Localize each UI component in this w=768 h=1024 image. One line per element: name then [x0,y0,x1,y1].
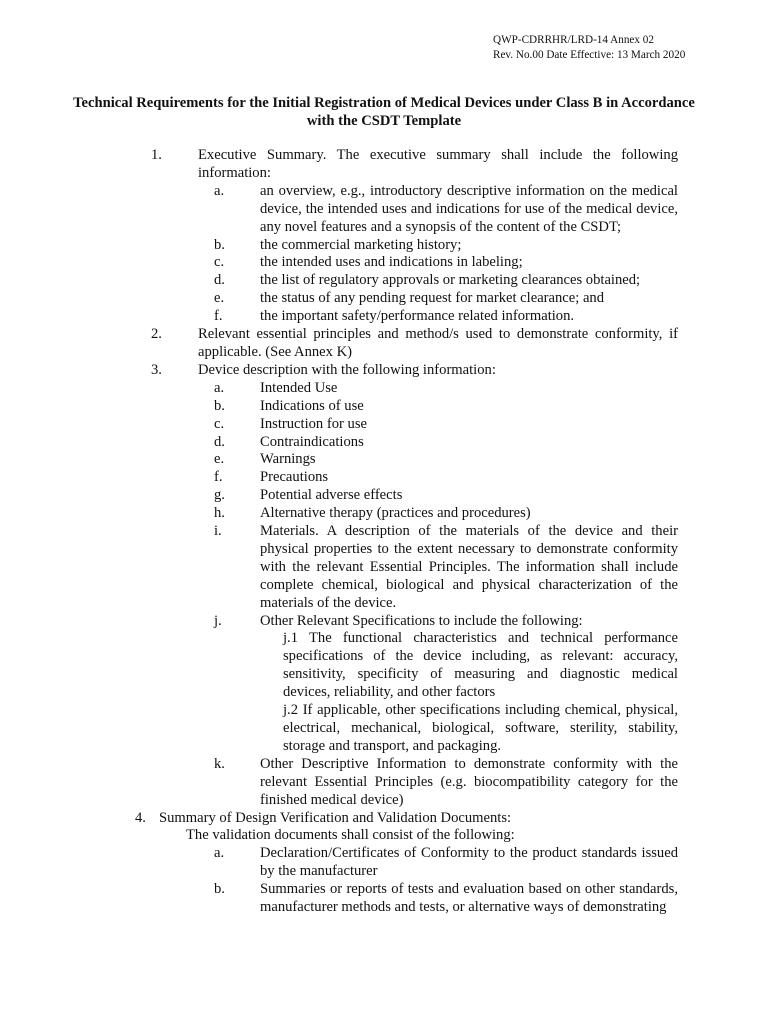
list-item [0,451,768,469]
list-item [0,845,768,881]
item-text: an overview, e.g., introductory descriptive information on the medical device, the intended uses and indications for use of the medical device, any novel features and a synopsis of the content of the CSDT; [260,182,678,235]
list-item [0,272,768,290]
sub-item-text: The functional characteristics and technical performance specifications of the device including, as relevant: accuracy, sensitivity, specificity of measuring and diagnostic medical devices, reliability, and other factors [283,630,678,701]
list-item [0,380,768,398]
item-text: the list of regulatory approvals or marketing clearances obtained; [260,272,641,289]
section-text: Executive Summary. The executive summary shall include the following information: [198,147,678,181]
section-number: 2. [151,326,162,343]
item-text: Indications of use [260,397,364,414]
section-4 [0,810,768,828]
item-text: Contraindications [260,433,364,450]
section-number: 1. [151,147,162,163]
section-1 [0,147,768,183]
item-text: Declaration/Certificates of Conformity to the product standards issued by the manufacturer [260,845,678,880]
list-item [0,308,768,326]
item-label: f. [214,469,223,486]
item-text: Other Relevant Specifications to include the following: [260,612,583,629]
item-label: k. [214,755,225,772]
doc-code: QWP-CDRRHR/LRD-14 Annex 02 [493,34,654,46]
list-item [0,183,768,237]
item-label: h. [214,505,225,522]
document-body [0,147,768,917]
section-number: 4. [135,809,146,826]
section-text: Summary of Design Verification and Validation Documents: [159,809,512,826]
item-label: e. [214,451,225,468]
item-label: a. [214,845,225,862]
section-text: Relevant essential principles and method/s used to demonstrate conformity, if applicable. (See Annex K) [198,326,678,360]
item-text: Warnings [260,451,316,468]
item-label: d. [214,272,225,289]
document-title: Technical Requirements for the Initial Registration of Medical Devices under Class B in Accordance with the CSDT Template [73,95,695,129]
item-label: e. [214,290,225,307]
item-label: g. [214,487,225,504]
item-label: j. [214,612,222,629]
item-label: f. [214,308,223,325]
item-text: the intended uses and indications in labeling; [260,254,523,271]
section-number: 3. [151,361,162,378]
item-text: the status of any pending request for market clearance; and [260,290,605,307]
item-text: Potential adverse effects [260,487,403,504]
list-item [0,469,768,487]
sub-list-item [0,630,768,702]
item-label: a. [214,379,225,396]
item-text: Instruction for use [260,415,367,432]
sub-item-label: j.2 [283,702,298,719]
list-item [0,523,768,613]
section-2 [0,326,768,362]
item-label: b. [214,881,225,898]
document-header [493,33,685,63]
list-item [0,487,768,505]
list-item [0,505,768,523]
item-text: Materials. A description of the materials of the device and their physical properties to the extent necessary to demonstrate conformity with the relevant Essential Principles. The information shall include complete chemical, biological and physical characterization of the materials of the device. [260,523,678,611]
sub-item-label: j.1 [283,630,298,647]
item-text: Intended Use [260,379,338,396]
list-item [0,416,768,434]
item-label: c. [214,254,225,271]
item-label: i. [214,523,222,540]
list-item [0,613,768,631]
list-item [0,290,768,308]
item-text: the important safety/performance related information. [260,308,575,325]
section-3 [0,362,768,380]
item-text: the commercial marketing history; [260,236,462,253]
revision-info: Rev. No.00 Date Effective: 13 March 2020 [493,49,686,61]
list-item [0,254,768,272]
sub-list-item [0,702,768,756]
sub-item-text: If applicable, other specifications including chemical, physical, electrical, mechanical, biological, software, sterility, stability, storage and transport, and packaging. [283,702,679,754]
item-label: b. [214,397,225,414]
item-text: Precautions [260,469,329,486]
section-intro: The validation documents shall consist of the following: [186,827,515,844]
list-item [0,756,768,810]
list-item [0,237,768,255]
item-label: c. [214,415,225,432]
list-item [0,434,768,452]
item-text: Alternative therapy (practices and procedures) [260,505,531,522]
item-label: d. [214,433,225,450]
item-label: b. [214,236,225,253]
list-item [0,398,768,416]
list-item [0,881,768,917]
item-label: a. [214,182,225,199]
item-text: Other Descriptive Information to demonstrate conformity with the relevant Essential Principles (e.g. biocompatibility category for the finished medical device) [260,755,678,808]
section-text: Device description with the following information: [198,361,496,378]
item-text: Summaries or reports of tests and evaluation based on other standards, manufacturer methods and tests, or alternative ways of demonstrating [260,881,678,916]
